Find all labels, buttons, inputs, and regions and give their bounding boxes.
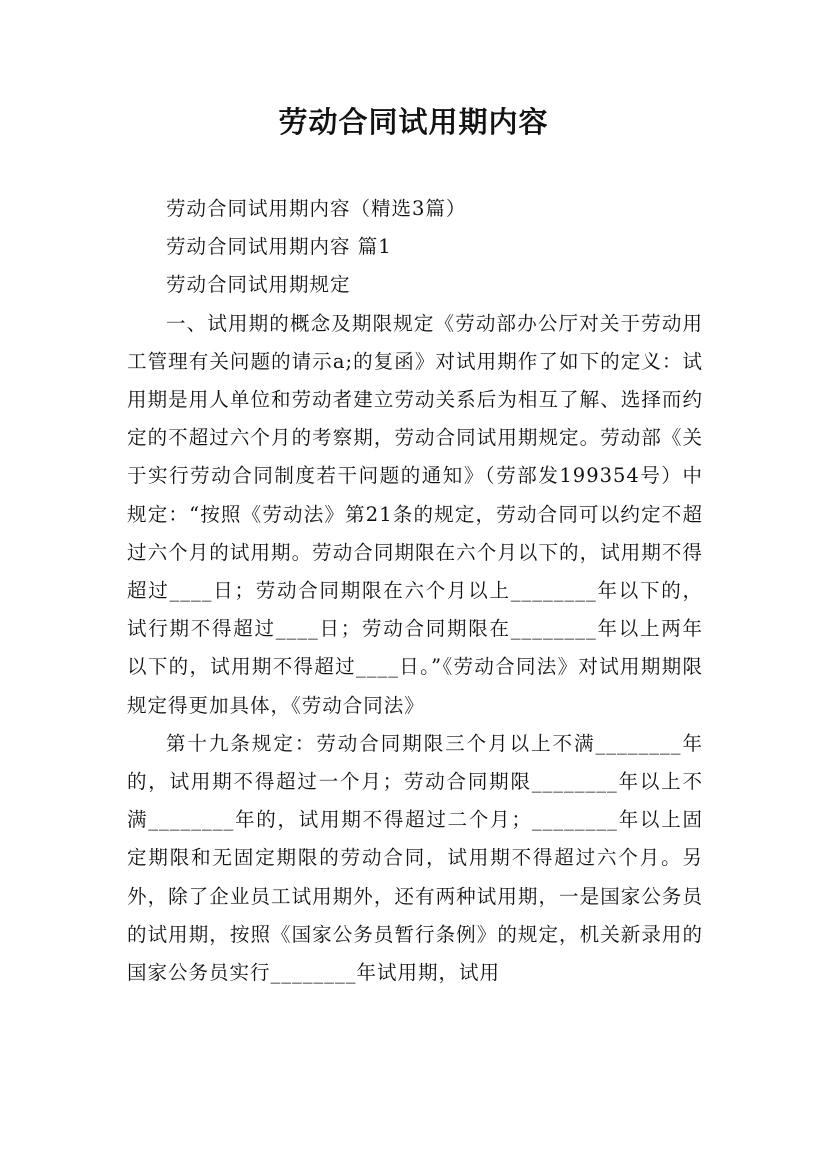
paragraph-section-label: 劳动合同试用期内容 篇1	[166, 235, 392, 259]
paragraph-definition: 一、试用期的概念及期限规定《劳动部办公厅对关于劳动用工管理有关问题的请示a;的复函》对试用期作了如下的定义：试用期是用人单位和劳动者建立劳动关系后为相互了解、选择而约定的不超过六个月的考察期，劳动合同试用期规定。劳动部《关于实行劳动合同制度若干问题的通知》（劳部发199354号）中规定：“按照《劳动法》第21条的规定，劳动合同可以约定不超过六个月的试用期。劳动合同期限在六个月以下的，试用期不得超过____日；劳动合同期限在六个月以上________年以下的，试行期不得超过____日；劳动合同期限在________年以上两年以下的，试用期不得超过____日。”《劳动合同法》对试用期期限规定得更加具体，《劳动合同法》	[127, 311, 703, 717]
paragraph-heading-selection: 劳动合同试用期内容（精选3篇）	[166, 197, 467, 220]
document-body	[127, 190, 703, 992]
paragraph-subheading: 劳动合同试用期规定	[166, 273, 351, 297]
document-title: 劳动合同试用期内容	[278, 105, 549, 139]
paragraph-article-19: 第十九条规定：劳动合同期限三个月以上不满________年的，试用期不得超过一个月；劳动合同期限________年以上不满________年的，试用期不得超过二个月；________年以上固定期限和无固定期限的劳动合同，试用期不得超过六个月。另外，除了企业员工试用期外，还有两种试用期，一是国家公务员的试用期，按照《国家公务员暂行条例》的规定，机关新录用的国家公务员实行________年试用期，试用	[127, 731, 703, 985]
